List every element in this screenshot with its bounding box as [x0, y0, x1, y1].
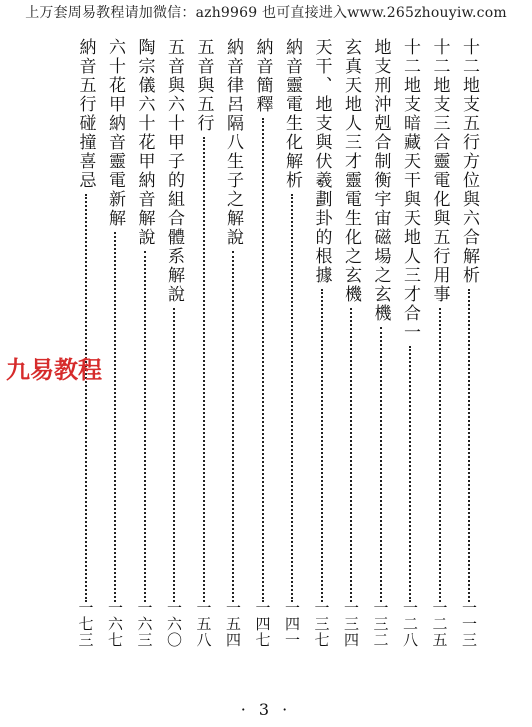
leader-dots — [350, 308, 352, 602]
leader-dots — [291, 194, 293, 602]
toc-entry[interactable] — [132, 28, 158, 648]
toc-entry[interactable] — [279, 28, 305, 648]
toc-entry-page: 一四七 — [253, 600, 272, 648]
toc-entry[interactable] — [338, 28, 364, 648]
toc-entry[interactable] — [73, 28, 99, 648]
toc-entry-title: 五音與五行 — [193, 38, 214, 133]
leader-dots — [173, 308, 175, 602]
leader-dots — [203, 137, 205, 602]
toc-entry-page: 一一三 — [460, 600, 478, 648]
toc-entry-title: 地支刑沖剋合制衡宇宙磁場之玄機 — [370, 38, 391, 323]
toc-entry-title: 納音五行碰撞喜忌 — [75, 38, 96, 190]
leader-dots — [380, 327, 382, 602]
toc-entry-title: 十二地支暗藏天干與天地人三才合一 — [400, 38, 420, 342]
leader-dots — [232, 251, 234, 602]
toc-entry-page: 一二八 — [401, 600, 419, 648]
leader-dots — [114, 232, 116, 602]
toc-entry-page: 一四一 — [283, 600, 301, 648]
toc-entry-title: 納音簡釋 — [252, 38, 273, 114]
toc-entry-page: 一三四 — [342, 600, 360, 648]
toc-entry-title: 十二地支五行方位與六合解析 — [459, 38, 479, 285]
toc-entry[interactable] — [220, 28, 246, 648]
leader-dots — [144, 251, 146, 602]
toc-entry[interactable] — [456, 28, 482, 648]
toc-entry[interactable] — [397, 28, 423, 648]
leader-dots — [409, 346, 411, 602]
toc-entry-page: 一五八 — [194, 600, 213, 648]
toc-entry-title: 陶宗儀六十花甲納音解說 — [134, 38, 155, 247]
toc-entry-title: 十二地支三合靈電化與五行用事 — [429, 38, 450, 304]
toc-entry-page: 一六三 — [135, 600, 154, 648]
toc-entry-page: 一七三 — [76, 600, 95, 648]
toc-entry-title: 六十花甲納音靈電新解 — [105, 38, 125, 228]
toc-entry[interactable] — [102, 28, 128, 648]
leader-dots — [468, 289, 470, 602]
toc-entry-page: 一五四 — [224, 600, 242, 648]
toc-entry[interactable] — [191, 28, 217, 648]
leader-dots — [439, 308, 441, 602]
leader-dots — [85, 194, 87, 602]
toc-entry-page: 一六七 — [106, 600, 124, 648]
toc-entry-title: 納音律呂隔八生子之解說 — [223, 38, 243, 247]
toc-entry-title: 天干、地支與伏羲劃卦的根據 — [311, 38, 332, 285]
toc-entry-title: 五音與六十甲子的組合體系解說 — [164, 38, 184, 304]
toc-entry-page: 一三二 — [371, 600, 390, 648]
leader-dots — [262, 118, 264, 602]
toc-entry-page: 一六〇 — [165, 600, 183, 648]
leader-dots — [321, 289, 323, 602]
watermark-logo: 九易教程 — [6, 356, 102, 384]
toc-entry-page: 一三七 — [312, 600, 331, 648]
toc-entry[interactable] — [250, 28, 276, 648]
site-header-text: 上万套周易教程请加微信：azh9969 也可直接进入www.265zhouyiw.com — [25, 5, 507, 21]
toc-entry[interactable] — [427, 28, 453, 648]
toc-entry-page: 一二五 — [430, 600, 449, 648]
page-number: · 3 · — [240, 700, 292, 719]
toc-entry[interactable] — [309, 28, 335, 648]
toc-entry-title: 納音靈電生化解析 — [282, 38, 302, 190]
toc-entry[interactable] — [368, 28, 394, 648]
toc-entry-title: 玄真天地人三才靈電生化之玄機 — [341, 38, 361, 304]
toc-entry[interactable] — [161, 28, 187, 648]
